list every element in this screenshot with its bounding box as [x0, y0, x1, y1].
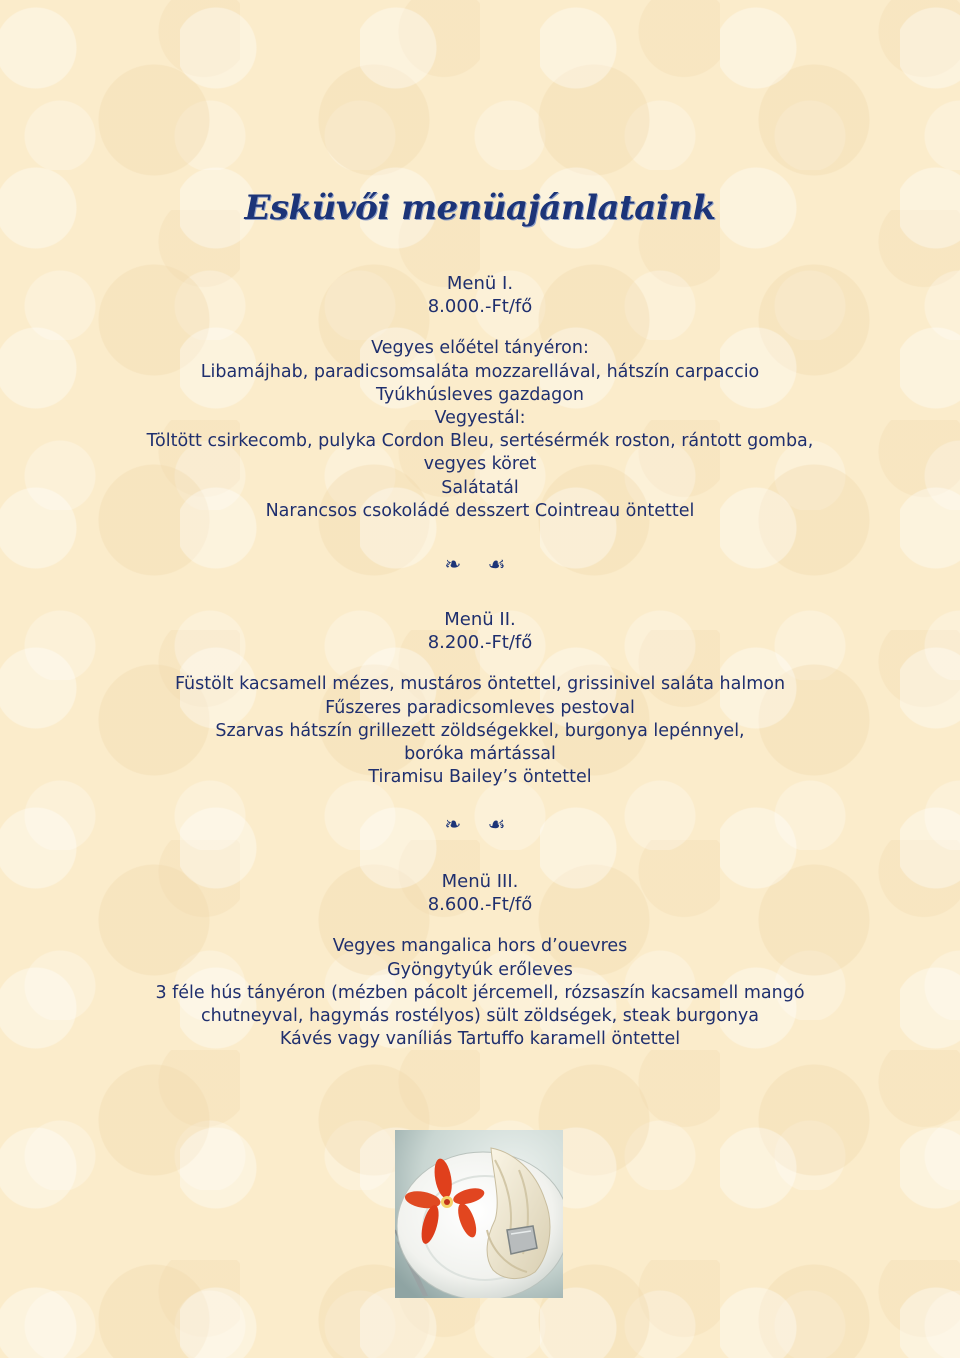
menu-3-item: chutneyval, hagymás rostélyos) sült zöldségek, steak burgonya: [201, 1006, 759, 1027]
menu-2: [0, 608, 960, 789]
table-setting-photo: [395, 1130, 563, 1298]
menu-2-name: Menü II.: [444, 609, 516, 630]
menu-1-item: Salátatál: [441, 477, 519, 498]
menu-3-item: 3 féle hús tányéron (mézben pácolt jércemell, rózsaszín kacsamell mangó: [155, 982, 805, 1003]
ornament-divider: ❧ ☙: [444, 812, 516, 836]
menu-1-item: vegyes köret: [423, 454, 537, 475]
menu-1-item: Vegyestál:: [434, 408, 526, 429]
table-setting-illustration: [395, 1130, 563, 1298]
menu-3-item: Gyöngytyúk erőleves: [387, 959, 573, 980]
menu-2-price: 8.200.-Ft/fő: [427, 632, 533, 654]
menu-2-item: Tiramisu Bailey’s öntettel: [368, 767, 592, 788]
menu-1-item: Vegyes előétel tányéron:: [371, 338, 589, 359]
menu-3: [0, 870, 960, 1051]
menu-3-price: 8.600.-Ft/fő: [427, 894, 533, 916]
menu-1-price: 8.000.-Ft/fő: [427, 296, 533, 318]
menu-1-item: Tyúkhúsleves gazdagon: [375, 384, 585, 405]
menu-2-item: boróka mártással: [404, 744, 556, 765]
menu-1-item: Libamájhab, paradicsomsaláta mozzarellával, hátszín carpaccio: [200, 361, 760, 382]
menu-2-item: Szarvas hátszín grillezett zöldségekkel, burgonya lepénnyel,: [215, 720, 745, 741]
menu-3-name: Menü III.: [441, 871, 519, 892]
menu-1-name: Menü I.: [446, 273, 514, 294]
menu-1-item: Narancsos csokoládé desszert Cointreau öntettel: [265, 500, 695, 521]
menu-3-item: Kávés vagy vaníliás Tartuffo karamell öntettel: [279, 1029, 681, 1050]
menu-2-item: Fűszeres paradicsomleves pestoval: [325, 697, 635, 718]
menu-3-item: Vegyes mangalica hors d’ouevres: [332, 936, 628, 957]
ornament-divider: ❧ ☙: [444, 552, 516, 576]
menu-1: [0, 272, 960, 523]
menu-2-item: Füstölt kacsamell mézes, mustáros öntettel, grissinivel saláta halmon: [174, 674, 786, 695]
menu-1-item: Töltött csirkecomb, pulyka Cordon Bleu, sertésérmék roston, rántott gomba,: [146, 431, 814, 452]
page-title: Esküvői menüajánlataink: [244, 188, 716, 228]
